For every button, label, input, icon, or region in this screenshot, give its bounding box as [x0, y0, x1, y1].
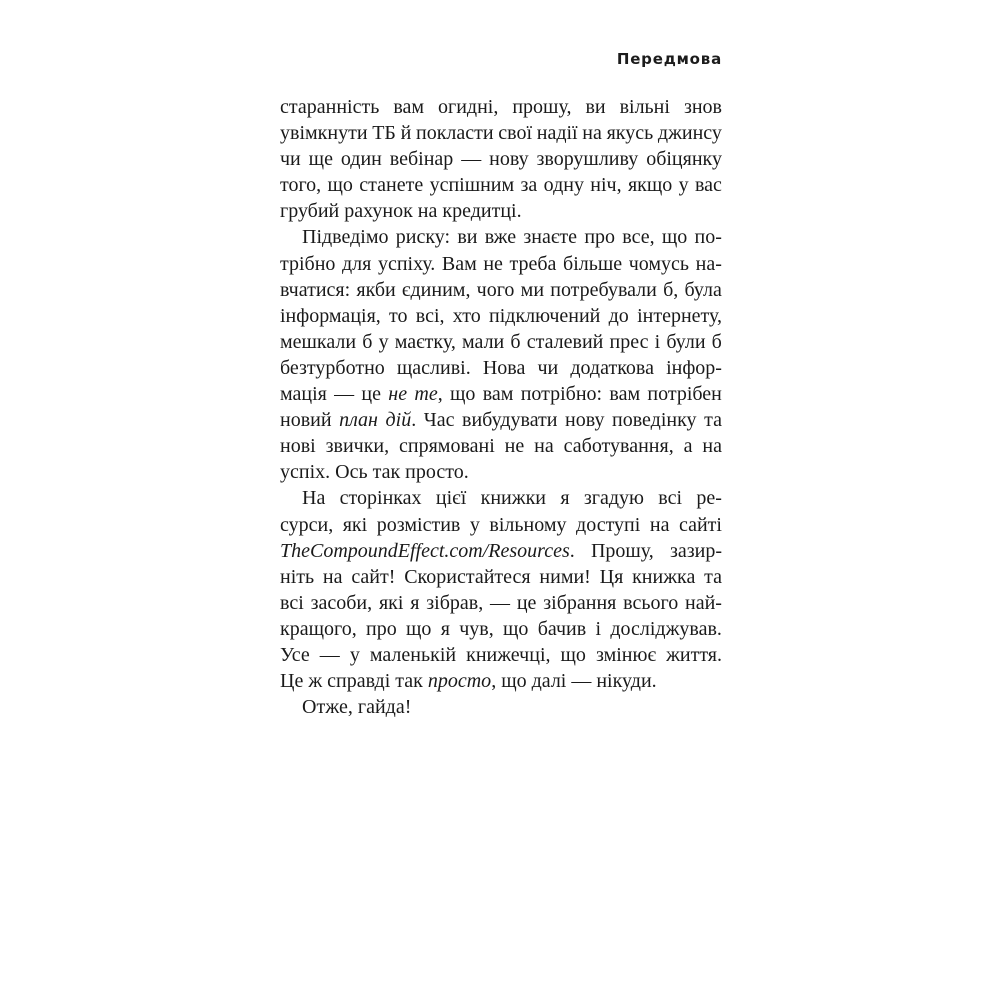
word: та [704, 565, 722, 588]
word: сайті [678, 513, 722, 536]
word: книжечці, [466, 643, 551, 666]
word: згадую [583, 487, 644, 510]
word: один [340, 148, 382, 171]
word: Підведімо [302, 226, 389, 249]
word: чомусь [628, 252, 690, 275]
word: що [406, 617, 432, 640]
word: потрібен [647, 383, 722, 406]
word: ре- [696, 487, 722, 510]
word: одну [543, 174, 584, 197]
word: поведінку [612, 409, 697, 432]
word: — [319, 643, 340, 666]
word: б [510, 330, 521, 353]
word: най- [685, 591, 722, 614]
word: мація [280, 383, 327, 406]
word: що [327, 174, 353, 197]
word: інтернету, [637, 304, 722, 327]
word: маєтку, [394, 330, 456, 353]
word: для [342, 252, 372, 275]
word: прошу, [512, 96, 572, 118]
word: всі [658, 487, 683, 510]
word: — [490, 591, 511, 614]
text-line [280, 198, 722, 224]
word: більше [563, 252, 623, 275]
word: не [483, 252, 503, 275]
text-line [280, 433, 722, 459]
word: що [560, 643, 586, 666]
word: старанність [280, 96, 380, 118]
word: знаєте [523, 226, 578, 249]
word: книжка [632, 565, 696, 588]
word: розмістив [376, 513, 461, 536]
word: безтурботно [280, 356, 385, 379]
word: додаткова [570, 356, 654, 379]
word: вам [609, 383, 641, 406]
word: вас [694, 174, 722, 197]
word: успіху. [377, 252, 436, 275]
word: вибудувати [462, 409, 558, 432]
word: надії [536, 122, 578, 145]
word: увімкнути [280, 122, 368, 145]
running-head: Передмова [616, 50, 722, 68]
word: те, [414, 383, 443, 406]
word: вільному [489, 513, 567, 536]
word: до [608, 304, 629, 327]
text-line [280, 668, 722, 694]
word: чи [537, 356, 559, 379]
word: що [661, 226, 688, 249]
text-line [280, 590, 722, 616]
body-text [280, 94, 722, 720]
word: за [520, 174, 538, 197]
word: змінює [595, 643, 657, 666]
word: мали [462, 330, 505, 353]
word: а [683, 435, 693, 458]
word: сталевий [526, 330, 604, 353]
word: у [469, 513, 480, 536]
word: маленькій [369, 643, 457, 666]
word: у [378, 330, 389, 353]
word: та [704, 409, 722, 432]
word: звички, [325, 435, 390, 458]
word: ви [585, 96, 606, 118]
paragraph [280, 94, 722, 224]
word: кращого, [280, 617, 357, 640]
text-line [280, 355, 722, 381]
word: чи [280, 148, 301, 171]
word: доступі [576, 513, 641, 536]
text-line [280, 277, 722, 303]
word: ми [520, 278, 545, 301]
text-line [280, 512, 722, 538]
paragraph [280, 224, 722, 485]
word: я [410, 591, 420, 614]
word: і [654, 330, 661, 353]
text-line [280, 94, 722, 120]
word: засоби, [310, 591, 373, 614]
word: вільні [619, 96, 670, 118]
word: дій. [385, 409, 417, 432]
word: по- [694, 226, 722, 249]
word: інфор- [666, 356, 722, 379]
word: вчатися: [280, 278, 351, 301]
text-line [280, 642, 722, 668]
word: б [711, 330, 722, 353]
word: всі [280, 591, 304, 614]
word: щасливі. [396, 356, 471, 379]
word: Прошу, [590, 539, 654, 562]
word: інформація, [280, 304, 381, 327]
word: були [666, 330, 706, 353]
word: огидні, [438, 96, 499, 118]
word: Нова [482, 356, 526, 379]
text-line [280, 329, 722, 355]
word: — [334, 383, 355, 406]
text-line [280, 224, 722, 250]
word: якусь [606, 122, 654, 145]
word: вже [484, 226, 517, 249]
word: про [584, 226, 616, 249]
word: зворушливу [536, 148, 639, 171]
word: джинсу [657, 122, 722, 145]
word: ще [308, 148, 333, 171]
word: ТБ [372, 122, 396, 145]
paragraph [280, 485, 722, 694]
word: сайт! [351, 565, 396, 588]
word: то [389, 304, 408, 327]
text-run: Отже, гайда! [302, 696, 412, 719]
word: я [560, 487, 570, 510]
word: риску: [395, 226, 451, 249]
text-line [280, 407, 722, 433]
word: сторінках [339, 487, 422, 510]
word: й [400, 122, 412, 145]
text-run: , що далі — нікуди. [491, 670, 657, 693]
word: зібрання [543, 591, 617, 614]
word: не [388, 383, 408, 406]
word: На [302, 487, 326, 510]
text-line [280, 459, 722, 485]
word: на- [695, 252, 722, 275]
word: підключений [489, 304, 601, 327]
word: на [534, 435, 554, 458]
paragraph [280, 694, 722, 720]
word: саботування, [563, 435, 674, 458]
word: зазир- [669, 539, 722, 562]
word: у [349, 643, 360, 666]
word: Усе [280, 643, 310, 666]
word: обіцянку [646, 148, 722, 171]
text-line [280, 251, 722, 277]
word: треба [509, 252, 557, 275]
word: ними! [539, 565, 591, 588]
word: про [366, 617, 397, 640]
text-run: грубий рахунок на кредитці. [280, 200, 522, 223]
word: вебінар [389, 148, 454, 171]
text-run: успіх. Ось так просто. [280, 461, 469, 484]
word: всього [623, 591, 679, 614]
word: цієї [435, 487, 467, 510]
text-line [280, 172, 722, 198]
word: якби [356, 278, 396, 301]
word: сурси, [280, 513, 334, 536]
text-line [280, 538, 722, 564]
word: покласти [416, 122, 494, 145]
word: не [504, 435, 525, 458]
word: план [339, 409, 378, 432]
word: нову [565, 409, 605, 432]
word: що [503, 617, 529, 640]
word: потрібно: [520, 383, 603, 406]
word: зібрав, [426, 591, 484, 614]
word: вам [482, 383, 514, 406]
text-line [280, 616, 722, 642]
word: трібно [280, 252, 336, 275]
word: потребували [550, 278, 657, 301]
word: які [342, 513, 368, 536]
word: — [461, 148, 482, 171]
word: які [378, 591, 404, 614]
word: успішним [429, 174, 515, 197]
word: вам [393, 96, 425, 118]
text-line [280, 120, 722, 146]
word: життя. [666, 643, 722, 666]
word: це [516, 591, 537, 614]
word: Час [423, 409, 455, 432]
word: Ця [599, 565, 624, 588]
word: хто [452, 304, 481, 327]
word: була [684, 278, 722, 301]
word: всі, [415, 304, 445, 327]
word: єдиним, [401, 278, 471, 301]
text-run: Це ж справді так [280, 670, 428, 693]
word: ви [457, 226, 478, 249]
word: б [362, 330, 373, 353]
word: на [322, 565, 343, 588]
word: ніч, [590, 174, 622, 197]
word: все, [622, 226, 655, 249]
word: мешкали [280, 330, 357, 353]
word: досліджував. [610, 617, 722, 640]
word: на [582, 122, 602, 145]
word: бачив [537, 617, 587, 640]
word: це [361, 383, 382, 406]
word: знов [683, 96, 722, 118]
word: що [450, 383, 476, 406]
word: у [678, 174, 689, 197]
word: того, [280, 174, 322, 197]
text-line [280, 564, 722, 590]
word: я [440, 617, 450, 640]
word: і [595, 617, 602, 640]
text-line [280, 303, 722, 329]
word: на [702, 435, 722, 458]
word: новий [280, 409, 332, 432]
italic-text: просто [427, 670, 492, 693]
word: TheCompoundEffect.com/Resources. [280, 539, 575, 562]
word: ніть [280, 565, 315, 588]
word: свої [498, 122, 533, 145]
text-line [280, 694, 722, 720]
word: на [649, 513, 670, 536]
text-line [280, 381, 722, 407]
word: прес [609, 330, 649, 353]
word: Вам [441, 252, 477, 275]
word: б, [663, 278, 679, 301]
word: книжки [480, 487, 546, 510]
word: спрямовані [399, 435, 495, 458]
word: Скористайтеся [404, 565, 531, 588]
word: нову [489, 148, 529, 171]
word: якщо [627, 174, 673, 197]
text-line [280, 485, 722, 511]
word: чув, [459, 617, 494, 640]
word: чого [476, 278, 515, 301]
word: станете [359, 174, 424, 197]
text-line [280, 146, 722, 172]
word: нові [280, 435, 316, 458]
